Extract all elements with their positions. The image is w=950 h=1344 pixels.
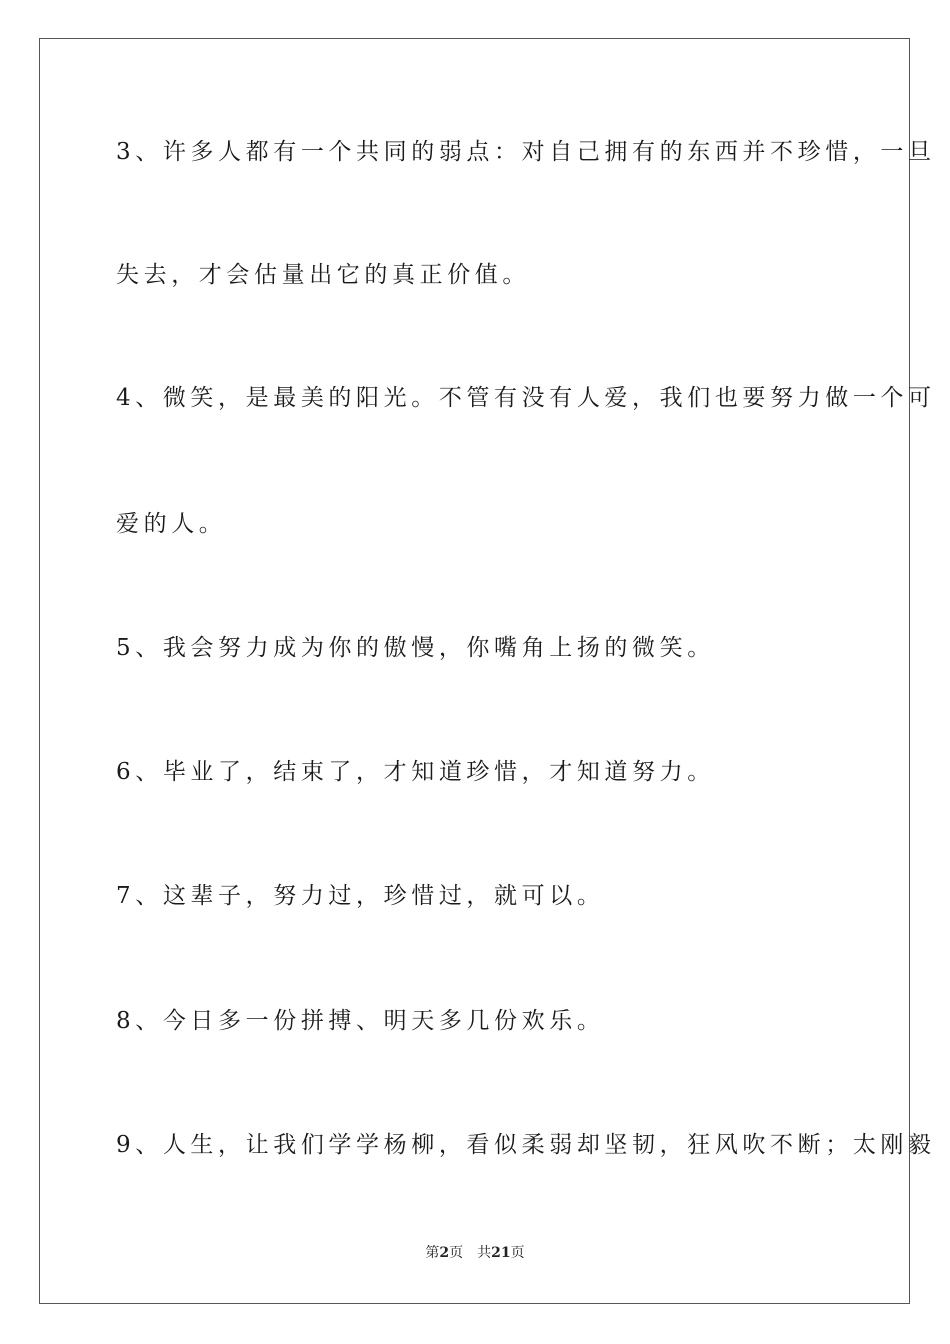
footer-total-prefix: 共 bbox=[477, 1245, 492, 1261]
text-line: 5、我会努力成为你的傲慢，你嘴角上扬的微笑。 bbox=[116, 635, 715, 661]
text-line: 9、人生，让我们学学杨柳，看似柔弱却坚韧，狂风吹不断；太刚毅 bbox=[116, 1132, 936, 1158]
text-line: 6、毕业了，结束了，才知道珍惜，才知道努力。 bbox=[116, 759, 715, 785]
page-frame bbox=[39, 38, 936, 1304]
text-line: 4、微笑，是最美的阳光。不管有没有人爱，我们也要努力做一个可 bbox=[116, 385, 936, 411]
text-line: 7、这辈子，努力过，珍惜过，就可以。 bbox=[116, 883, 605, 909]
footer-total-suffix: 页 bbox=[510, 1245, 525, 1261]
text-line: 3、许多人都有一个共同的弱点：对自己拥有的东西并不珍惜，一旦 bbox=[116, 139, 936, 165]
text-line: 爱的人。 bbox=[116, 511, 227, 537]
page-footer bbox=[0, 1243, 950, 1263]
text-line: 8、今日多一份拼搏、明天多几份欢乐。 bbox=[116, 1008, 605, 1034]
footer-page-suffix: 页 bbox=[449, 1245, 464, 1261]
footer-page-prefix: 第 bbox=[425, 1245, 440, 1261]
footer-total-number: 21 bbox=[491, 1245, 511, 1261]
footer-page-number: 2 bbox=[439, 1245, 450, 1261]
text-line: 失去，才会估量出它的真正价值。 bbox=[116, 262, 530, 288]
